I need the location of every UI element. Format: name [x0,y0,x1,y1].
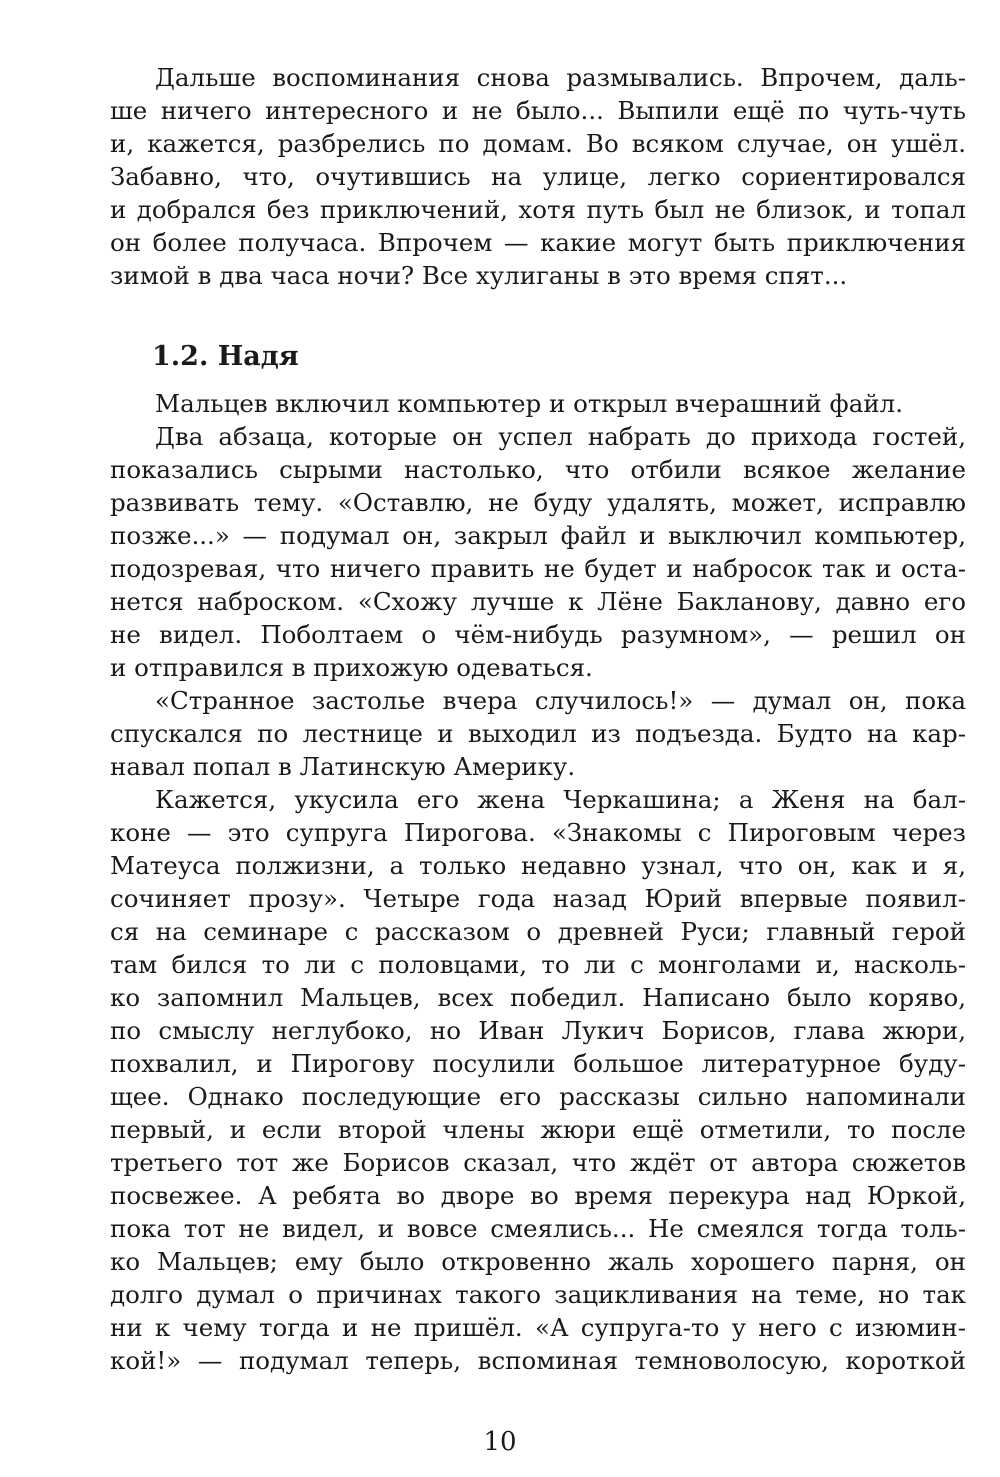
text-line: не видел. Поболтаем о чём-нибудь разумном», — решил он [110,620,966,649]
text-line: Два абзаца, которые он успел набрать до прихода гостей, [155,422,966,451]
text-line: Забавно, что, очутившись на улице, легко сориентировался [110,162,966,191]
text-line: показались сырыми настолько, что отбили всякое желание [110,455,966,484]
text-line: там бился то ли с половцами, то ли с монголами и, насколь- [110,950,966,979]
text-line: ко Мальцев; ему было откровенно жаль хорошего парня, он [110,1247,966,1276]
text-line: Кажется, укусила его жена Черкашина; а Женя на бал- [155,785,966,814]
text-line: пока тот не видел, и вовсе смеялись... Не смеялся тогда толь- [110,1214,966,1243]
text-line: позже...» — подумал он, закрыл файл и выключил компьютер, [110,521,966,550]
text-line: кой!» — подумал теперь, вспоминая темноволосую, короткой [110,1346,966,1375]
text-line: Дальше воспоминания снова размывались. Впрочем, даль- [155,63,966,92]
text-line: третьего тот же Борисов сказал, что ждёт от автора сюжетов [110,1148,966,1177]
text-line: похвалил, и Пирогову посулили большое литературное буду- [110,1049,966,1078]
text-line: Матеуса полжизни, а только недавно узнал, что он, как и я, [110,851,966,880]
text-line: и отправился в прихожую одеваться. [110,653,593,682]
text-line: коне — это супруга Пирогова. «Знакомы с Пироговым через [110,818,966,847]
text-line: долго думал о причинах такого зацикливания на теме, но так [110,1280,966,1309]
text-line: по смыслу неглубоко, но Иван Лукич Борисов, глава жюри, [110,1016,966,1045]
text-line: посвежее. А ребята во дворе во время перекура над Юркой, [110,1181,966,1210]
text-line: первый, и если второй члены жюри ещё отметили, то после [110,1115,966,1144]
page-number: 10 [483,1427,517,1457]
section-heading: 1.2. Надя [152,341,299,372]
text-line: ся на семинаре с рассказом о древней Руси; главный герой [110,917,966,946]
text-line: ни к чему тогда и не пришёл. «А супруга-то у него с изюмин- [110,1313,966,1342]
text-line: он более получаса. Впрочем — какие могут быть приключения [110,228,966,257]
text-line: и добрался без приключений, хотя путь был не близок, и топал [110,195,966,224]
text-line: развивать тему. «Оставлю, не буду удалять, может, исправлю [110,488,966,517]
text-line: ко запомнил Мальцев, всех победил. Написано было коряво, [110,983,966,1012]
text-line: ше ничего интересного и не было... Выпили ещё по чуть-чуть [110,96,966,125]
text-line: зимой в два часа ночи? Все хулиганы в это время спят... [110,261,848,290]
text-line: Мальцев включил компьютер и открыл вчерашний файл. [155,389,904,418]
text-line: нется наброском. «Схожу лучше к Лёне Бакланову, давно его [110,587,966,616]
text-line: «Странное застолье вчера случилось!» — думал он, пока [155,686,966,715]
text-line: щее. Однако последующие его рассказы сильно напоминали [110,1082,966,1111]
text-line: навал попал в Латинскую Америку. [110,752,576,781]
text-line: сочиняет прозу». Четыре года назад Юрий впервые появил- [110,884,966,913]
text-line: и, кажется, разбрелись по домам. Во всяком случае, он ушёл. [110,129,966,158]
text-line: спускался по лестнице и выходил из подъезда. Будто на кар- [110,719,966,748]
text-line: подозревая, что ничего править не будет и набросок так и оста- [110,554,966,583]
